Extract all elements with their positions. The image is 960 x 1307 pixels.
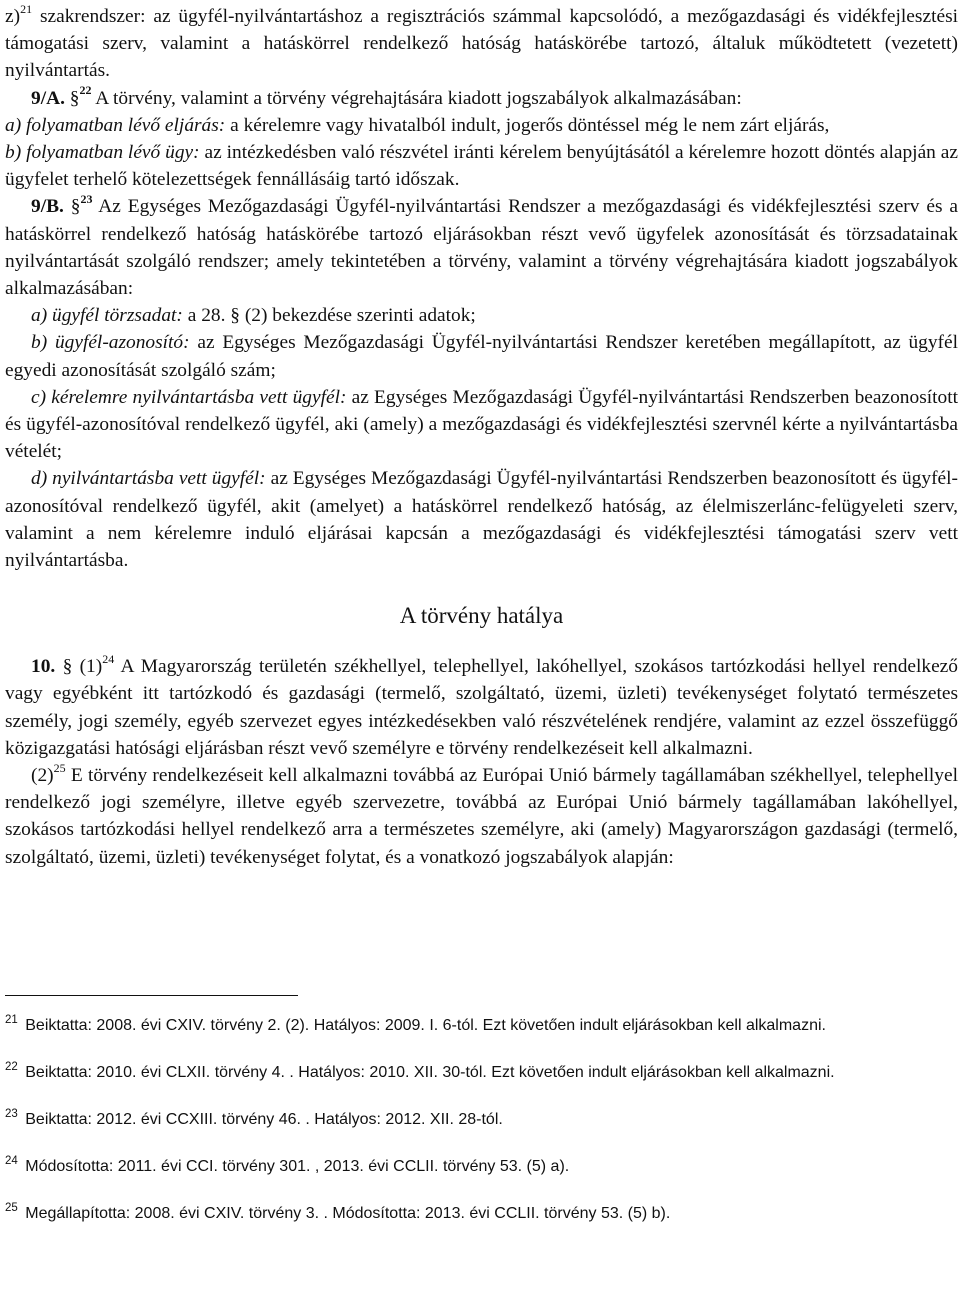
section-heading: A törvény hatálya (399, 603, 564, 629)
paragraph-text: E törvény rendelkezéseit kell alkalmazni továbbá az Európai Unió bármely tagállamában székhellyel, telephellyel rendelkező jogi személyre, illetve egyéb szervezetre, továbbá az Európai Unió bármely tagállamában lakóhellyel, szokásos tartózkodási hellyel rendelkező arra a természetes személyre, aki (amely) Magyarországon gazdasági (termelő, szolgáltató, üzemi, üzleti) tevékenységet folytat, és a vonatkozó jogszabályok alapján: (5, 765, 958, 868)
definition-term: d) nyilvántartásba vett ügyfél: (31, 468, 266, 490)
section-9b (5, 193, 958, 302)
item-label: z) (5, 6, 21, 27)
footnote-number: 21 (5, 1013, 18, 1026)
definition-text: az Egységes Mezőgazdasági Ügyfél-nyilvántartási Rendszer keretében megállapított, az ügyfél egyedi azonosítását szolgáló szám; (5, 332, 959, 381)
footnote-ref[interactable]: 24 (102, 651, 115, 666)
paragraph-z (5, 3, 958, 85)
definition-term: a) ügyfél törzsadat: (31, 305, 183, 327)
definition-term: b) folyamatban lévő ügy: (5, 142, 200, 164)
definition-b (5, 139, 958, 193)
section-symbol: § (1) (55, 656, 103, 678)
section-number: 10. (31, 656, 56, 678)
footnote-text: Módosította: 2011. évi CCI. törvény 301. , 2013. évi CCLII. törvény 53. (5) a). (25, 1158, 570, 1175)
section-symbol: § (63, 196, 81, 218)
document-body (5, 3, 958, 871)
paragraph-label: (2) (31, 765, 54, 787)
paragraph-text: szakrendszer: az ügyfél-nyilvántartáshoz a regisztrációs számmal kapcsolódó, a mezőgazdasági és vidékfejlesztési támogatási szerv, valamint a hatáskörrel rendelkező hatóság hatáskörébe tartozó, általuk működtetett (vezetett) nyilvántartás. (5, 6, 958, 82)
section-10-para-1 (5, 653, 958, 762)
section-10-para-2 (5, 762, 958, 871)
section-9a (5, 85, 958, 112)
footnote-number: 25 (5, 1201, 18, 1214)
definition-text: a kérelemre vagy hivatalból indult, jogerős döntéssel még le nem zárt eljárás, (225, 114, 830, 136)
footnote-ref[interactable]: 25 (53, 760, 66, 775)
definition-text: a 28. § (2) bekezdése szerinti adatok; (182, 305, 476, 327)
footnote-ref[interactable]: 23 (80, 191, 93, 206)
definition-b2 (5, 329, 958, 383)
footnote-21 (5, 1012, 958, 1039)
section-symbol: § (64, 87, 80, 109)
footnote-number: 24 (5, 1154, 18, 1167)
definition-d (5, 465, 958, 574)
footnote-23 (5, 1106, 958, 1133)
footnote-ref[interactable]: 22 (79, 83, 92, 98)
footnote-text: Beiktatta: 2012. évi CCXIII. törvény 46. . Hatályos: 2012. XII. 28-tól. (25, 1111, 503, 1128)
footnote-24 (5, 1153, 958, 1180)
definition-text: az intézkedésben való részvétel iránti kérelem benyújtásától a kérelemre hozott döntés alapján az ügyfelet terhelő kötelezettségek fennállásáig tartó időszak. (5, 142, 959, 191)
footnote-divider (5, 995, 298, 996)
footnote-number: 22 (5, 1060, 18, 1073)
definition-term: c) kérelemre nyilvántartásba vett ügyfél: (31, 386, 347, 408)
definition-text: az Egységes Mezőgazdasági Ügyfél-nyilvántartási Rendszerben beazonosított és ügyfél-azonosítóval rendelkező ügyfél, aki (amely) a mezőgazdasági és vidékfejlesztési szervnél kérte a nyilvántartásba vételét; (5, 386, 958, 463)
footnotes (5, 995, 958, 1247)
definition-text: az Egységes Mezőgazdasági Ügyfél-nyilvántartási Rendszerben beazonosított és ügyfél-azonosítóval rendelkező ügyfél, akit (amelyet) a hatáskörrel rendelkező hatóság, az élelmiszerlánc-felügyeleti szerv, valamint a nem kérelemre induló eljárásai kapcsán a mezőgazdasági és vidékfejlesztési támogatási szerv vett nyilvántartásba. (5, 468, 958, 572)
definition-c (5, 384, 958, 466)
definition-term: a) folyamatban lévő eljárás: (5, 114, 226, 136)
definition-term: b) ügyfél-azonosító: (31, 332, 190, 354)
paragraph-text: A Magyarország területén székhellyel, telephellyel, lakóhellyel, szokásos tartózkodási hellyel rendelkező vagy egyébként itt tartózkodó és gazdasági (termelő, szolgáltató, üzemi, üzleti) tevékenységet folytató természetes személy, jogi személy, egyéb szervezet egyes intézkedésekben való részvételének rendjére, valamint az ezzel összefüggő közigazgatási hatósági eljárásban részt vevő személyre e törvény rendelkezéseit kell alkalmazni. (5, 656, 958, 759)
definition-a (5, 112, 958, 139)
definition-a2 (5, 302, 958, 329)
paragraph-text: Az Egységes Mezőgazdasági Ügyfél-nyilvántartási Rendszer a mezőgazdasági és vidékfejlesztési szerv és a hatáskörrel rendelkező hatóság hatáskörébe tartozó eljárásokban részt vevő ügyfelek azonosítását és törzsadatainak nyilvántartását szolgáló rendszer; amely tekintetében a törvény, valamint a törvény végrehajtására kiadott jogszabályok alkalmazásában: (5, 196, 958, 300)
footnote-text: Beiktatta: 2008. évi CXIV. törvény 2. (2). Hatályos: 2009. I. 6-tól. Ezt követően indult eljárásokban kell alkalmazni. (25, 1017, 826, 1034)
footnote-25 (5, 1200, 958, 1227)
footnote-22 (5, 1059, 958, 1086)
footnote-number: 23 (5, 1107, 18, 1120)
footnote-ref[interactable]: 21 (20, 1, 33, 16)
footnote-text: Beiktatta: 2010. évi CLXII. törvény 4. . Hatályos: 2010. XII. 30-tól. Ezt követően indult eljárásokban kell alkalmazni. (25, 1064, 835, 1081)
paragraph-text: A törvény, valamint a törvény végrehajtására kiadott jogszabályok alkalmazásában: (91, 87, 742, 109)
section-number: 9/A. (31, 87, 65, 109)
section-number: 9/B. (31, 196, 64, 218)
footnote-text: Megállapította: 2008. évi CXIV. törvény 3. . Módosította: 2013. évi CCLII. törvény 53. (5) b). (25, 1205, 671, 1222)
